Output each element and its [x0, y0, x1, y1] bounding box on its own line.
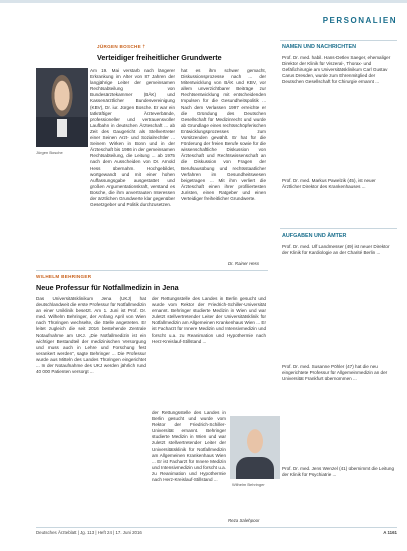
sidebar-item: Prof. Dr. med. Ulf Landmesser (49) ist neuer Direktor der Klinik für Kardiologie an der Charité Berlin ...	[282, 244, 390, 256]
section-label: PERSONALIEN	[322, 16, 397, 25]
article2-kicker: WILHELM BEHRINGER	[36, 274, 92, 279]
footer-publication: Deutsches Ärzteblatt | Jg. 113 | Heft 24 | 17. Juni 2016	[36, 530, 142, 535]
article-divider	[36, 270, 268, 271]
sidebar-heading-names: NAMEN UND NACHRICHTEN	[282, 44, 356, 50]
article1-column-1: Am 19. Mai verstarb nach längerer Erkrankung im Alter von 87 Jahren der langjährige Leiter der gemeinsamen Rechtsabteilung von Bundesärztekammer (BÄK) und Kassenärztlicher Bundesvereinigung (KBV), Dr. iur. Jürgen Bosche. Er war ein tatkräftiger Ärzteverbände, professioneller und vertrauensvoller Laufbahn in deutschen Ärzteschaft ... ab Zeit des Gaugericht als Stellvertreter einer Seinen Arzt- und Sozialrechtler ... Seinem Wirken in Bonn und in der Ärzteschaft bis 1986 in der gemeinsamen Rechtsabteilung, die Leitung ... ab 1975 nach dem Ausscheiden von Dr. Arnold Hess übernahm. Hochgebildet, wortgewandt und mit einer hohen Auffassungsgabe ausgestattet und großen Argumentationskraft, verstand es Bosche, die ihm anvertrauten Interessen der ärztlichen Grundwerte klar gegenüber Gesetzgeber und Politik durchzusetzen.	[90, 68, 175, 208]
sidebar-heading-offices: AUFGABEN UND ÄMTER	[282, 233, 347, 239]
page-number: A 1161	[383, 530, 397, 535]
article2-column-2-continued: der Rettungsstelle des Landes in Berlin gesucht und wurde vom Rektor der Friedrich-Schiller-Universität ernannt. Behringer studierte Medizin in Wien und war zuletzt stellvertretender Leiter der Universitätsklinik für Notfallmedizin am Allgemeinen Krankenhaus Wien ... Er ist Facharzt für Innere Medizin und Intensivmedizin und forscht u.a. zu Reanimation und Hypothermie nach Herz-Kreislauf-Stillstand ...	[152, 410, 226, 483]
article1-headline: Verteidiger freiheitlicher Grundwerte	[97, 53, 222, 62]
sidebar-top-rule	[280, 40, 397, 41]
sidebar-item: Prof. Dr. med. habil. Hans-Detlev Saeger, ehemaliger Direktor der Klinik für Viszeral-, Thorax- und Gefäßchirurgie am Universitätsklinikum Carl Gustav Carus Dresden, wurde zum Ehrenmitglied der Deutschen Gesellschaft für Chirurgie ernannt ...	[282, 55, 391, 85]
article2-column-1: Das Universitätsklinikum Jena (UKJ) hat deutschlandweit die erste Professur für Notfallmedizin an einer Uniklinik besetzt. Am 1. Juni ist Prof. Dr. med. Wilhelm Behringer, der Anfang April von Wien nach Thüringen wechselte, die Stelle angetreten. Er leitet zugleich die seit 2016 bestehende Zentrale Notaufnahme am UKJ. „Die Notfallmedizin ist ein wichtiger Bestandteil der medizinischen Versorgung und muss auch in Lehre und Forschung fest verankert werden“, sagte Behringer ... Die Professur wurde aus Mitteln des Landes Thüringen eingerichtet ... In der Notaufnahme des UKJ werden jährlich rund 40 000 Patienten versorgt ...	[36, 296, 146, 375]
sidebar-item: Prof. Dr. med. Markus Pawelzik (45), ist neuer Ärztlicher Direktor des Krankenhauses ...	[282, 178, 376, 190]
behringer-photo-caption: Wilhelm Behringer	[232, 482, 265, 487]
article2-column-2: der Rettungsstelle des Landes in Berlin gesucht und wurde vom Rektor der Friedrich-Schiller-Universität ernannt. Behringer studierte Medizin in Wien und war zuletzt stellvertretender Leiter der Universitätsklinik für Notfallmedizin am Allgemeinen Krankenhaus Wien ... Er ist Facharzt für Innere Medizin und Intensivmedizin und forscht u.a. zu Reanimation und Hypothermie nach Herz-Kreislauf-Stillstand ...	[152, 296, 266, 344]
sidebar-mid-rule	[280, 228, 397, 229]
sidebar-item: Prof. Dr. med. Susanne Pöhler (47) hat die neu eingerichtete Professur für Allgemeinmedizin an der Universität Frankfurt übernommen ...	[282, 364, 388, 382]
footer-rule	[36, 527, 397, 528]
article1-signature: Dr. Rainer Hess	[228, 261, 260, 266]
bosche-photo	[36, 68, 88, 147]
top-rule	[0, 0, 407, 3]
article1-kicker: JÜRGEN BOSCHE †	[97, 44, 146, 49]
article1-column-2: hat es ihm schwer gemacht, Diskussionsprozesse nach ... der Mitentwicklung von BÄK und KBV, vor allem unverzichtbarer Beiträge zur Rechtsentwicklung mit entscheidenden Impulsen für die Gesundheitspolitik ... Nach dem Verlassen 1997 erreichte er die Gründung des Deutschen Gesellschaft für Medizinrecht und wurde ab Grundlage eines rechtsschöpferischen Entwicklungsprozesses zum Vorsitzenden gewählt. Er hat für die Förderung der freien Berufe sowie für die wissenschaftliche Diskussion von Ärzteschaft und Rechtswissenschaft an die Diskussion von Fragen der Berufsausübung und rechtsstaatlicher Verfahren im Gesundheitswesen beigetragen ... Mit ihm verliert die Ärzteschaft einen ihrer profiliertesten Juristen, einen Ratgeber und einen Verteidiger freiheitlicher Grundwerte.	[181, 68, 266, 201]
sidebar-item: Prof. Dr. med. Jens Wenzel (41) übernimmt die Leitung der Klinik für Psychiatrie ...	[282, 466, 395, 478]
article2-signature: Reza Salehpoor	[228, 518, 260, 523]
behringer-photo	[230, 416, 280, 479]
bosche-photo-caption: Jürgen Bosche	[36, 150, 63, 155]
article2-headline: Neue Professur für Notfallmedizin in Jena	[36, 283, 179, 292]
